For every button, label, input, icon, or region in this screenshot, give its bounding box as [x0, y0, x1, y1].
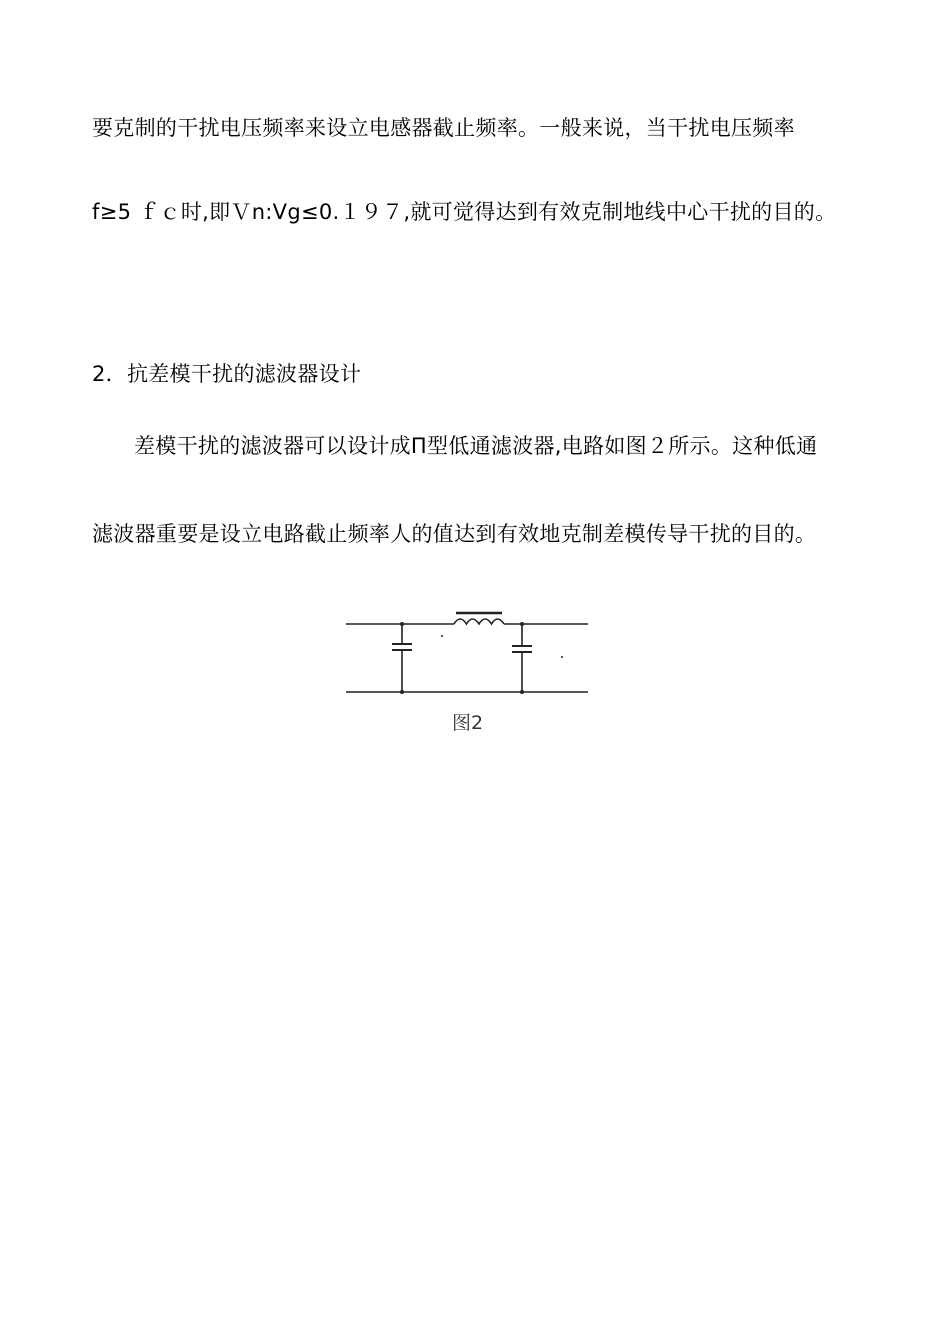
pi-filter-circuit-diagram	[346, 608, 590, 700]
capacitor-right	[512, 624, 532, 692]
artifact-dot	[441, 635, 443, 637]
paragraph1-line1: 要克制的干扰电压频率来设立电感器截止频率。一般来说，当干扰电压频率	[92, 116, 795, 140]
inductor-symbol	[454, 613, 504, 624]
junction-dot	[520, 690, 524, 694]
junction-dot	[400, 622, 404, 626]
junction-dot	[520, 622, 524, 626]
paragraph2-line2: 滤波器重要是设立电路截止频率人的值达到有效地克制差模传导干扰的目的。	[92, 522, 817, 546]
junction-dot	[400, 690, 404, 694]
section-heading: 2．抗差模干扰的滤波器设计	[92, 362, 362, 386]
capacitor-left	[392, 624, 412, 692]
artifact-dot	[561, 656, 563, 658]
figure-caption: 图2	[452, 712, 484, 734]
paragraph2-line1: 差模干扰的滤波器可以设计成Π型低通滤波器,电路如图２所示。这种低通	[134, 434, 818, 458]
paragraph1-line2: f≥5 ｆｃ时,即Ｖn:Vg≤0.１９７,就可觉得达到有效克制地线中心干扰的目的。	[92, 200, 837, 224]
